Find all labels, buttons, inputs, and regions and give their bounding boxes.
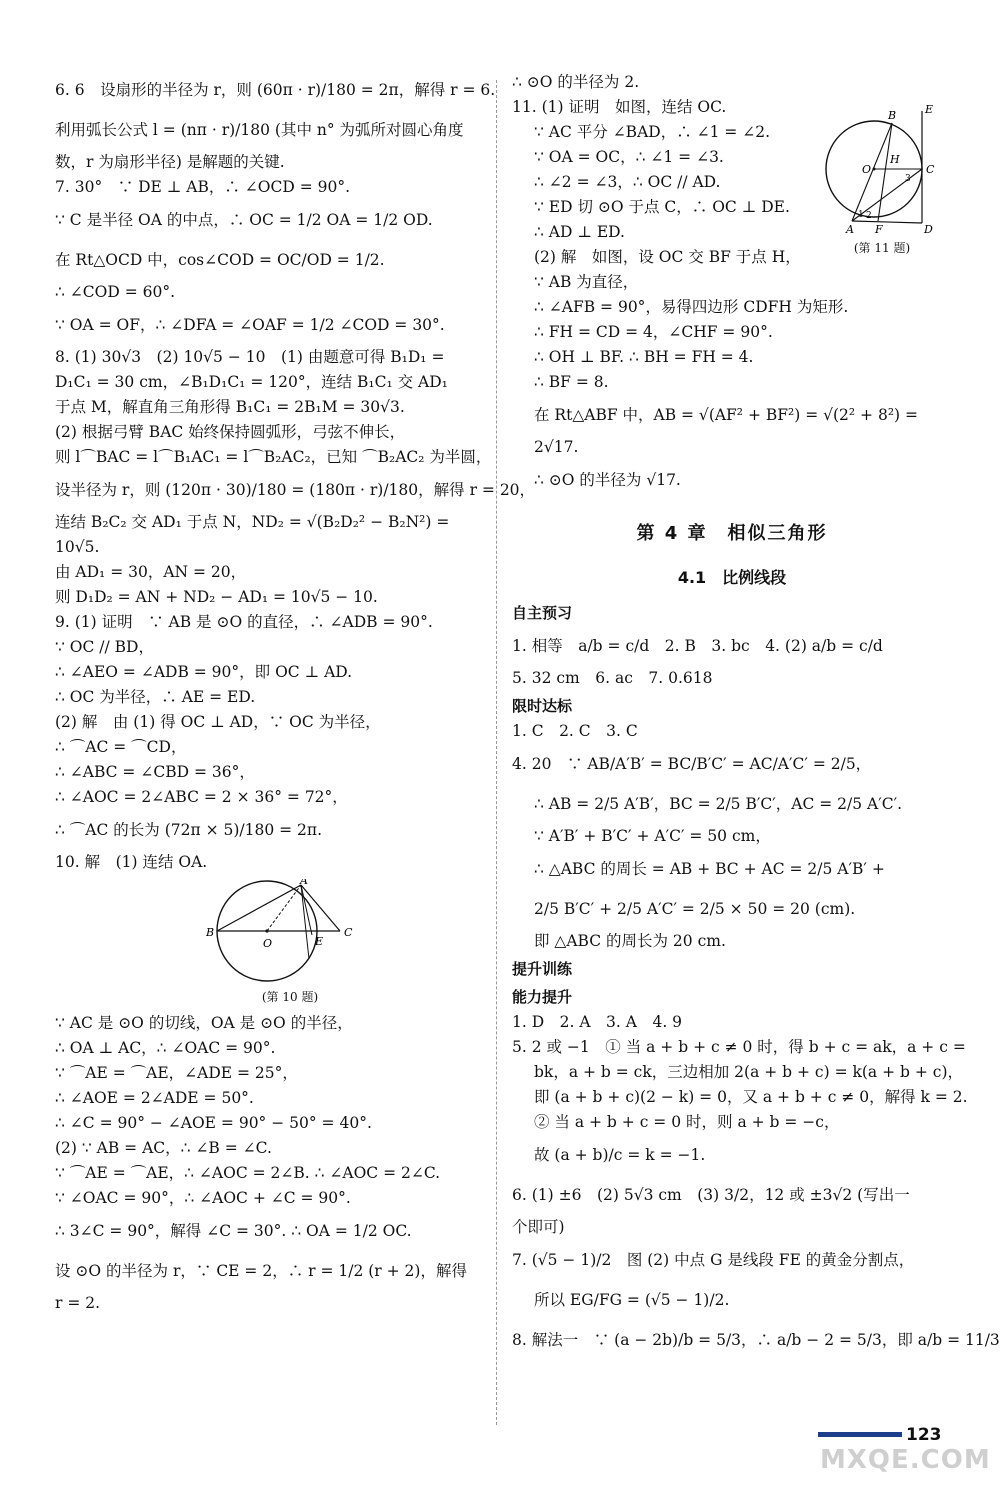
answer-line: ∴ FH = CD = 4，∠CHF = 90°.	[534, 323, 773, 341]
answer-line: 于点 M，解直角三角形得 B₁C₁ = 2B₁M = 30√3.	[55, 398, 405, 416]
answer-line: (2) ∵ AB = AC，∴ ∠B = ∠C.	[55, 1139, 272, 1157]
answer-line: 利用弧长公式 l = (nπ · r)/180 (其中 n° 为弧所对圆心角度	[55, 121, 464, 139]
answer-line: ∴ BF = 8.	[534, 373, 609, 391]
answer-line: ∵ AC 平分 ∠BAD，∴ ∠1 = ∠2.	[534, 123, 771, 141]
answer-line: 故 (a + b)/c = k = −1.	[534, 1146, 706, 1164]
answer-line: ∴ ∠C = 90° − ∠AOE = 90° − 50° = 40°.	[55, 1114, 372, 1132]
ability-answers	[512, 1010, 1000, 1360]
answer-line: 4. 20 ∵ AB/A′B′ = BC/B′C′ = AC/A′C′ = 2/5，	[512, 755, 872, 773]
answer-line: 7. 30° ∵ DE ⊥ AB，∴ ∠OCD = 90°.	[55, 178, 351, 196]
answer-line: 连结 B₂C₂ 交 AD₁ 于点 N，ND₂ = √(B₂D₂² − B₂N²) =	[55, 513, 450, 531]
answer-line: 在 Rt△ABF 中，AB = √(AF² + BF²) = √(2² + 8²) =	[534, 406, 918, 424]
answer-line: ∴ ⊙O 的半径为 2.	[512, 73, 640, 91]
answer-line: ∴ 3∠C = 90°，解得 ∠C = 30°. ∴ OA = 1/2 OC.	[55, 1222, 412, 1240]
answer-line: ∴ ⌒AC 的长为 (72π × 5)/180 = 2π.	[55, 821, 323, 839]
answer-line: 则 D₁D₂ = AN + ND₂ − AD₁ = 10√5 − 10.	[55, 588, 378, 606]
preview-answers	[512, 626, 952, 691]
fig10-label-e: E	[315, 935, 324, 948]
fig11-label-o: O	[862, 163, 872, 176]
answer-line: 数，r 为扇形半径) 是解题的关键.	[55, 153, 285, 171]
watermark: MXQE.COM	[820, 1445, 991, 1475]
answer-line: ∵ C 是半径 OA 的中点，∴ OC = 1/2 OA = 1/2 OD.	[55, 211, 433, 229]
answer-line: ∴ ∠2 = ∠3，∴ OC // AD.	[534, 173, 721, 191]
heading-ability: 能力提升	[512, 988, 573, 1006]
answer-line: 所以 EG/FG = (√5 − 1)/2.	[534, 1291, 730, 1309]
fig11-angle-1: 1	[858, 210, 864, 220]
timed-answers	[512, 719, 952, 954]
fig11-label-c: C	[926, 163, 935, 176]
fig11-label-b: B	[888, 109, 897, 122]
answer-line: 设半径为 r，则 (120π · 30)/180 = (180π · r)/180，解得 r = 20，	[55, 481, 536, 499]
answer-line: ∴ ∠ABC = ∠CBD = 36°，	[55, 763, 255, 781]
right-column	[512, 70, 1000, 1360]
answer-line: ∵ ED 切 ⊙O 于点 C，∴ OC ⊥ DE.	[534, 198, 790, 216]
figure-10-diagram	[205, 879, 375, 984]
fig10-label-b: B	[206, 926, 215, 939]
answer-line: 5. 32 cm 6. ac 7. 0.618	[512, 669, 713, 687]
answer-line: ∴ ⊙O 的半径为 √17.	[534, 471, 681, 489]
fig11-label-h: H	[890, 153, 900, 166]
answer-line: 10√5.	[55, 538, 100, 556]
answer-line: r = 2.	[55, 1294, 101, 1312]
answer-line: ∵ ∠OAC = 90°，∴ ∠AOC + ∠C = 90°.	[55, 1189, 351, 1207]
answer-line: 10. 解 (1) 连结 OA.	[55, 853, 208, 871]
answer-line: ② 当 a + b + c = 0 时，则 a + b = −c，	[534, 1113, 840, 1131]
fig10-label-a: A	[300, 879, 308, 887]
answer-line: ∴ ∠COD = 60°.	[55, 283, 176, 301]
answer-line: 即 (a + b + c)(2 − k) = 0，又 a + b + c ≠ 0，解得 k = 2.	[534, 1088, 968, 1106]
answer-line: ∵ OA = OF，∴ ∠DFA = ∠OAF = 1/2 ∠COD = 30°.	[55, 316, 445, 334]
left-answers	[55, 70, 536, 875]
figure-10	[205, 879, 375, 1005]
page-accent-bar	[818, 1432, 902, 1437]
answer-line: 由 AD₁ = 30，AN = 20，	[55, 563, 247, 581]
answer-line: 2/5 B′C′ + 2/5 A′C′ = 2/5 × 50 = 20 (cm).	[534, 900, 856, 918]
answer-line: 5. 2 或 −1 ① 当 a + b + c ≠ 0 时，得 b + c = ak，a + c =	[512, 1038, 966, 1056]
section-title: 4.1 比例线段	[677, 568, 787, 587]
answer-line: ∴ OA ⊥ AC，∴ ∠OAC = 90°.	[55, 1039, 276, 1057]
answer-line: 6. (1) ±6 (2) 5√3 cm (3) 3/2，12 或 ±3√2 (写出一	[512, 1186, 910, 1204]
answer-line: ∵ A′B′ + B′C′ + A′C′ = 50 cm，	[534, 827, 771, 845]
answer-line: ∴ OC 为半径，∴ AE = ED.	[55, 688, 256, 706]
answer-line: ∴ OH ⊥ BF. ∴ BH = FH = 4.	[534, 348, 754, 366]
figure-11-caption: (第 11 题)	[853, 241, 911, 255]
left-column	[55, 70, 536, 1316]
answer-line: (2) 根据弓臂 BAC 始终保持圆弧形，弓弦不伸长，	[55, 423, 406, 441]
answer-line: ∴ ∠AOC = 2∠ABC = 2 × 36° = 72°，	[55, 788, 348, 806]
answer-line: ∵ AB 为直径，	[534, 273, 639, 291]
answer-line: 1. D 2. A 3. A 4. 9	[512, 1013, 683, 1031]
answer-line: ∵ OA = OC，∴ ∠1 = ∠3.	[534, 148, 724, 166]
answer-line: 1. 相等 a/b = c/d 2. B 3. bc 4. (2) a/b = c/d	[512, 637, 883, 655]
answer-line: (2) 解 如图，设 OC 交 BF 于点 H，	[534, 248, 801, 266]
answer-line: 8. (1) 30√3 (2) 10√5 − 10 (1) 由题意可得 B₁D₁ =	[55, 348, 445, 366]
answer-line: ∵ AC 是 ⊙O 的切线，OA 是 ⊙O 的半径，	[55, 1014, 353, 1032]
fig11-angle-2: 2	[866, 211, 872, 221]
answer-line: (2) 解 由 (1) 得 OC ⊥ AD，∵ OC 为半径，	[55, 713, 381, 731]
figure-10-caption: (第 10 题)	[261, 990, 319, 1004]
answer-line: 9. (1) 证明 ∵ AB 是 ⊙O 的直径，∴ ∠ADB = 90°.	[55, 613, 433, 631]
q11-answer	[512, 70, 952, 500]
answer-line: ∴ ⌒AC = ⌒CD，	[55, 738, 187, 756]
fig10-label-o: O	[263, 937, 273, 950]
answer-line: 8. 解法一 ∵ (a − 2b)/b = 5/3，∴ a/b − 2 = 5/3，即 a/b = 11/3	[512, 1331, 1000, 1349]
answer-line: 设 ⊙O 的半径为 r，∵ CE = 2，∴ r = 1/2 (r + 2)，解得	[55, 1262, 467, 1280]
fig11-angle-3: 3	[905, 174, 911, 184]
answer-line: 1. C 2. C 3. C	[512, 722, 638, 740]
answer-line: ∴ ∠AFB = 90°，易得四边形 CDFH 为矩形.	[534, 298, 849, 316]
heading-preview: 自主预习	[512, 604, 573, 622]
answer-line: ∴ AB = 2/5 A′B′，BC = 2/5 B′C′，AC = 2/5 A′C′.	[534, 795, 903, 813]
left-answers-continued	[55, 1011, 485, 1316]
answer-line: 个即可)	[512, 1218, 565, 1236]
heading-improve: 提升训练	[512, 960, 573, 978]
answer-line: ∵ ⌒AE = ⌒AE，∠ADE = 25°，	[55, 1064, 298, 1082]
chapter-title: 第 4 章 相似三角形	[636, 523, 828, 544]
answer-line: 2√17.	[534, 438, 579, 456]
answer-line: 在 Rt△OCD 中，cos∠COD = OC/OD = 1/2.	[55, 251, 385, 269]
fig11-label-e: E	[925, 105, 934, 116]
fig11-label-d: D	[924, 223, 933, 235]
answer-line: ∴ ∠AEO = ∠ADB = 90°，即 OC ⊥ AD.	[55, 663, 353, 681]
answer-line: ∴ △ABC 的周长 = AB + BC + AC = 2/5 A′B′ +	[534, 860, 885, 878]
answer-line: 即 △ABC 的周长为 20 cm.	[534, 932, 726, 950]
answer-line: ∵ OC // BD，	[55, 638, 154, 656]
answer-line: bk，a + b = ck，三边相加 2(a + b + c) = k(a + b + c)，	[534, 1063, 963, 1081]
answer-line: 6. 6 设扇形的半径为 r，则 (60π · r)/180 = 2π，解得 r = 6.	[55, 81, 496, 99]
heading-timed: 限时达标	[512, 697, 573, 715]
column-divider	[496, 80, 497, 1425]
answer-line: ∴ ∠AOE = 2∠ADE = 50°.	[55, 1089, 254, 1107]
answer-line: 7. (√5 − 1)/2 图 (2) 中点 G 是线段 FE 的黄金分割点，	[512, 1251, 915, 1269]
answer-line: 则 l⌒BAC = l⌒B₁AC₁ = l⌒B₂AC₂，已知 ⌒B₂AC₂ 为半圆，	[55, 448, 492, 466]
page-number: 123	[906, 1425, 942, 1445]
fig11-label-a: A	[846, 223, 854, 235]
fig11-label-f: F	[875, 223, 883, 235]
answer-line: ∵ ⌒AE = ⌒AE，∴ ∠AOC = 2∠B. ∴ ∠AOC = 2∠C.	[55, 1164, 441, 1182]
answer-line: D₁C₁ = 30 cm，∠B₁D₁C₁ = 120°，连结 B₁C₁ 交 AD₁	[55, 373, 448, 391]
answer-line: ∴ AD ⊥ ED.	[534, 223, 625, 241]
answer-line: 11. (1) 证明 如图，连结 OC.	[512, 98, 727, 116]
fig10-label-c: C	[344, 926, 353, 939]
